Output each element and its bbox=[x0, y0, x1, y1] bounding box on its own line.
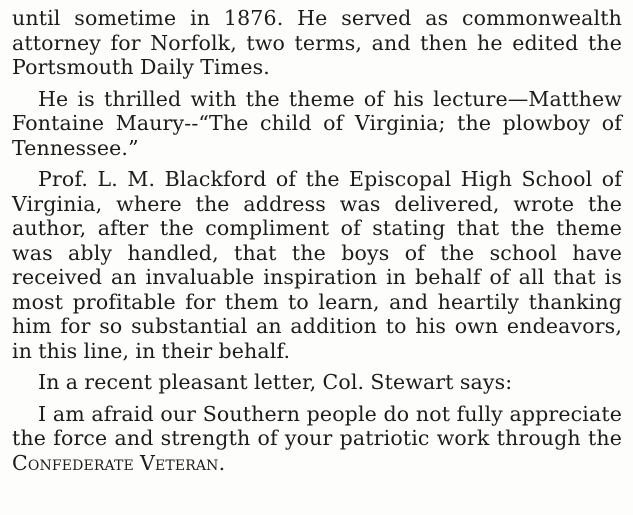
publication-title: Confederate Veteran bbox=[12, 450, 219, 475]
paragraph-2: He is thrilled with the theme of his lecture—Matthew Fontaine Maury--“The child of Virginia; the plowboy of Tennessee.” bbox=[12, 86, 622, 160]
paragraph-5-end: . bbox=[218, 450, 226, 475]
paragraph-4: In a recent pleasant letter, Col. Stewart says: bbox=[38, 370, 513, 394]
document-page bbox=[12, 6, 622, 482]
paragraph-5-text: I am afraid our Southern people do not fully appreciate the force and strength of your patriotic work through the bbox=[12, 401, 622, 450]
paragraph-5 bbox=[12, 402, 622, 476]
paragraph-3: Prof. L. M. Blackford of the Episcopal High School of Virginia, where the address was delivered, wrote the author, after the compliment of stating that the theme was ably handled, that the boys of the school have received an invaluable inspiration in behalf of all that is most profitable for them to learn, and heartily thanking him for so substantial an addition to his own endeavors, in this line, in their behalf. bbox=[12, 167, 622, 363]
paragraph-1: until sometime in 1876. He served as commonwealth attorney for Norfolk, two terms, and then he edited the Portsmouth Daily Times. bbox=[12, 6, 622, 79]
